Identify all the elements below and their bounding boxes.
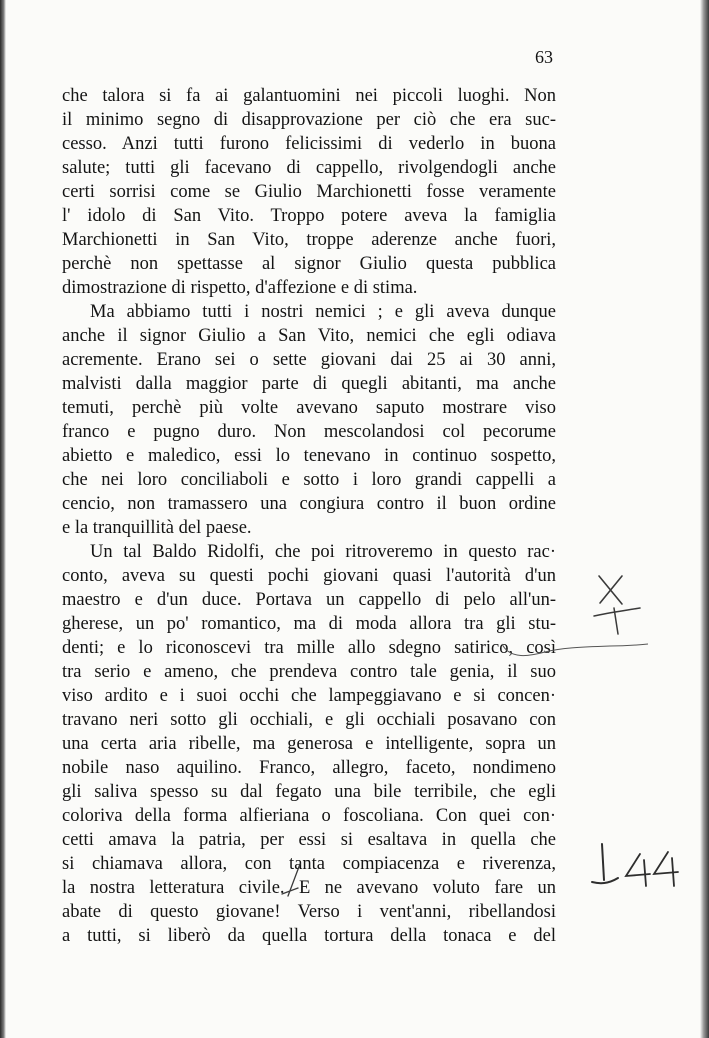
text-line: cencio, non tramassero una congiura contro il buon ordine xyxy=(62,494,556,514)
page-number: 63 xyxy=(535,47,553,67)
text-line: gherese, un po' romantico, ma di moda allora tra gli stu- xyxy=(62,614,556,634)
text-line: denti; e lo riconoscevi tra mille allo sdegno satirico, così xyxy=(62,638,556,658)
text-line: dimostrazione di rispetto, d'affezione e di stima. xyxy=(62,278,418,298)
text-line: gli saliva spesso su dal fegato una bile terribile, che egli xyxy=(62,782,556,802)
text-line: malvisti dalla maggior parte di quegli abitanti, ma anche xyxy=(62,374,556,394)
text-line: acremente. Erano sei o sette giovani dai 25 ai 30 anni, xyxy=(62,350,556,370)
page-right-shadow xyxy=(700,0,709,1038)
text-line: il minimo segno di disapprovazione per ciò che era suc- xyxy=(62,110,556,130)
text-line: cetti amava la patria, per essi si esaltava in quella che xyxy=(62,830,556,850)
text-line: coloriva della forma alfieriana o foscoliana. Con quei con· xyxy=(62,806,556,826)
text-line: una certa aria ribelle, ma generosa e intelligente, sopra un xyxy=(62,734,556,754)
text-line: conto, aveva su questi pochi giovani quasi l'autorità d'un xyxy=(62,566,556,586)
text-line: anche il signor Giulio a San Vito, nemici che egli odiava xyxy=(62,326,556,346)
text-line: travano neri sotto gli occhiali, e gli occhiali posavano con xyxy=(62,710,556,730)
text-line: salute; tutti gli facevano di cappello, rivolgendogli anche xyxy=(62,158,556,178)
handwritten-insertion-mark xyxy=(278,862,304,898)
text-line: viso ardito e i suoi occhi che lampeggiavano e si concen· xyxy=(62,686,556,706)
text-line: tra serio e ameno, che prendeva contro tale genia, il suo xyxy=(62,662,556,682)
text-line: cesso. Anzi tutti furono felicissimi di vederlo in buona xyxy=(62,134,556,154)
text-line: Un tal Baldo Ridolfi, che poi ritroveremo in questo rac· xyxy=(90,542,556,562)
handwritten-bracket-line xyxy=(500,640,650,662)
text-line: temuti, perchè più volte avevano saputo mostrare viso xyxy=(62,398,556,418)
text-line: franco e pugno duro. Non mescolandosi col pecorume xyxy=(62,422,556,442)
text-line: Marchionetti in San Vito, troppe aderenze anche fuori, xyxy=(62,230,556,250)
text-line: che talora si fa ai galantuomini nei piccoli luoghi. Non xyxy=(62,86,556,106)
text-line: nobile naso aquilino. Franco, allegro, faceto, nondimeno xyxy=(62,758,556,778)
handwritten-cross-mark xyxy=(592,602,642,636)
text-line: l' idolo di San Vito. Troppo potere aveva la famiglia xyxy=(62,206,556,226)
text-line: si chiamava allora, con tanta compiacenza e riverenza, xyxy=(62,854,556,874)
text-line: abate di questo giovane! Verso i vent'anni, ribellandosi xyxy=(62,902,556,922)
text-line: certi sorrisi come se Giulio Marchionetti fosse veramente xyxy=(62,182,556,202)
text-line: abietto e maledico, essi lo tenevano in continuo sospetto, xyxy=(62,446,556,466)
handwritten-number-144 xyxy=(588,840,680,890)
text-line: maestro e d'un duce. Portava un cappello di pelo all'un- xyxy=(62,590,556,610)
text-line: che nei loro conciliaboli e sotto i loro grandi cappelli a xyxy=(62,470,556,490)
page-left-shadow xyxy=(0,0,6,1038)
text-line: la nostra letteratura civile. E ne avevano voluto fare un xyxy=(62,878,556,898)
text-line: e la tranquillità del paese. xyxy=(62,518,252,538)
text-line: perchè non spettasse al signor Giulio questa pubblica xyxy=(62,254,556,274)
text-line: Ma abbiamo tutti i nostri nemici ; e gli aveva dunque xyxy=(90,302,556,322)
text-line: a tutti, si liberò da quella tortura della tonaca e del xyxy=(62,926,556,946)
